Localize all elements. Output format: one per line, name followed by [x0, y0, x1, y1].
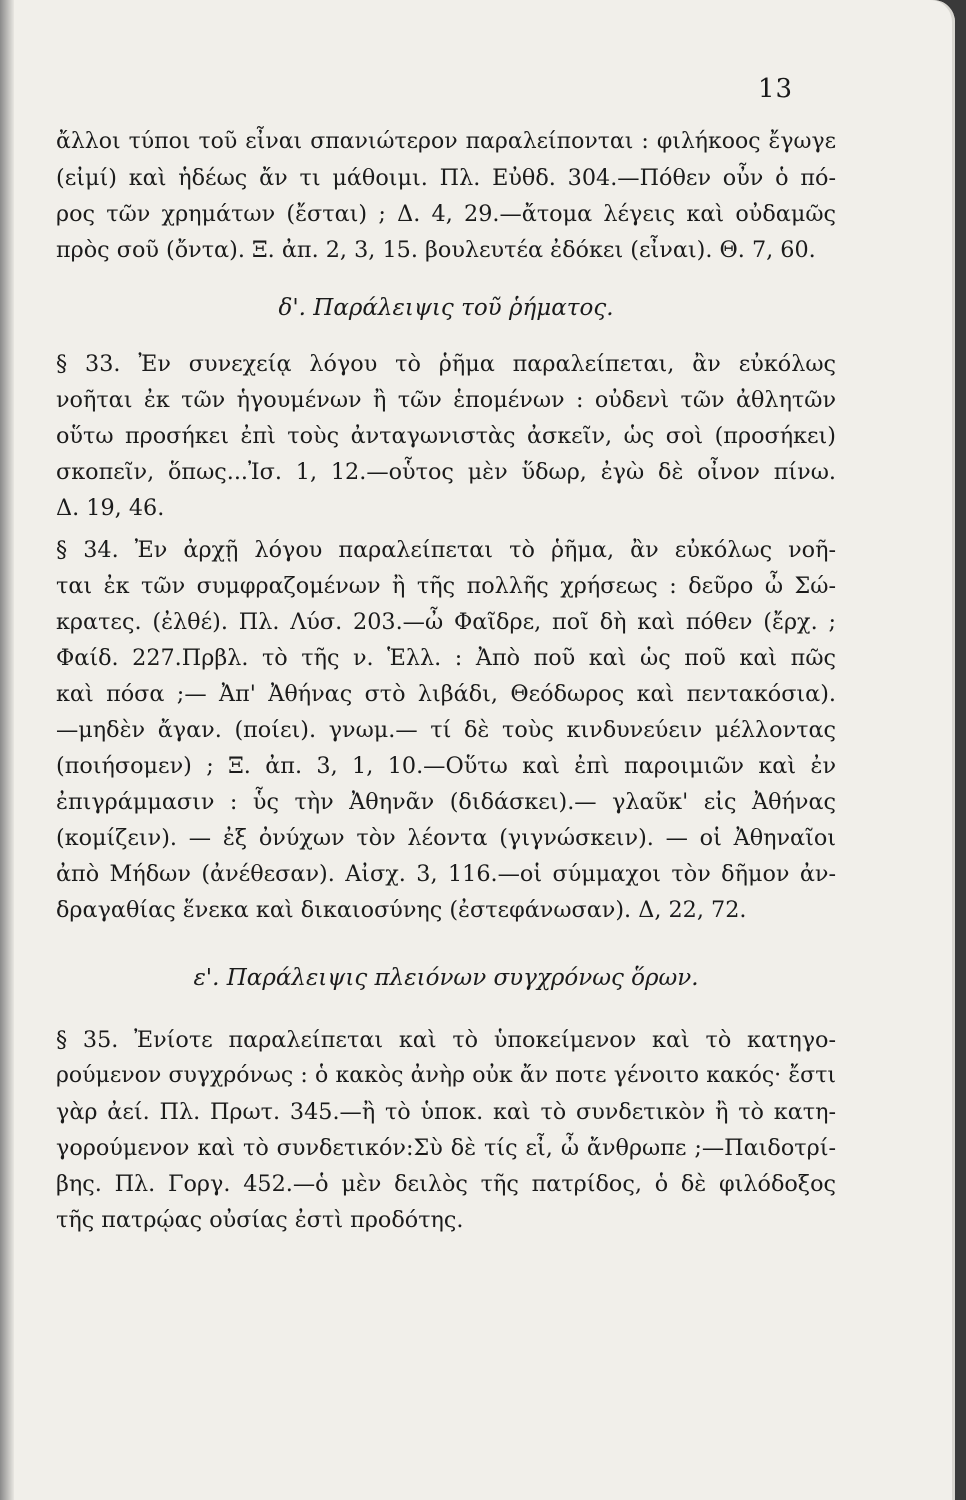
paragraph-section-33 [56, 346, 836, 526]
text-line: τῆς πατρῴας οὐσίας ἐστὶ προδότης. [56, 1207, 464, 1233]
text-line: ται ἐκ τῶν συμφραζομένων ἢ τῆς πολλῆς χρήσεως : δεῦρο ὦ Σώ- [56, 573, 836, 599]
text-line: (ποιήσομεν) ; Ξ. ἀπ. 3, 1, 10.—Οὕτω καὶ ἐπὶ παροιμιῶν καὶ ἐν [56, 753, 836, 779]
text-line: καὶ πόσα ;— Ἀπ' Ἀθήνας στὸ λιβάδι, Θεόδωρος καὶ πεντακόσια). [56, 681, 836, 707]
text-line: (κομίζειν). — ἐξ ὀνύχων τὸν λέοντα (γιγνώσκειν). — οἱ Ἀθηναῖοι [56, 825, 836, 851]
text-line: οὕτω προσήκει ἐπὶ τοὺς ἀνταγωνιστὰς ἀσκεῖν, ὡς σοὶ (προσήκει) [56, 423, 836, 449]
text-line: πρὸς σοῦ (ὄντα). Ξ. ἀπ. 2, 3, 15. βουλευτέα ἐδόκει (εἶναι). Θ. 7, 60. [56, 237, 816, 263]
page-number: 13 [758, 74, 794, 104]
text-line: ρούμενον συγχρόνως : ὁ κακὸς ἀνὴρ οὐκ ἄν ποτε γένοιτο κακός· ἔστι [56, 1063, 836, 1088]
text-line: γορούμενον καὶ τὸ συνδετικόν:Σὺ δὲ τίς εἶ, ὦ ἄνθρωπε ;—Παιδοτρί- [56, 1135, 836, 1161]
page-content [56, 124, 836, 1238]
paragraph-intro [56, 124, 836, 268]
text-line: δραγαθίας ἕνεκα καὶ δικαιοσύνης (ἐστεφάνωσαν). Δ, 22, 72. [56, 897, 747, 923]
text-line: ρος τῶν χρημάτων (ἔσται) ; Δ. 4, 29.—ἄτομα λέγεις καὶ οὐδαμῶς [56, 201, 836, 227]
section-heading-epsilon: ε'. Παράλειψις πλειόνων συγχρόνως ὅρων. [193, 965, 699, 991]
text-line: ἀπὸ Μήδων (ἀνέθεσαν). Αἰσχ. 3, 116.—οἱ σύμμαχοι τὸν δῆμον ἀν- [56, 861, 836, 887]
text-line: —μηδὲν ἄγαν. (ποίει). γνωμ.— τί δὲ τοὺς κινδυνεύειν μέλλοντας [56, 717, 836, 743]
text-line: § 34. Ἐν ἀρχῇ λόγου παραλείπεται τὸ ῥῆμα, ἂν εὐκόλως νοῆ- [56, 537, 836, 563]
text-line: ἄλλοι τύποι τοῦ εἶναι σπανιώτερον παραλείπονται : φιλήκοος ἔγωγε [56, 129, 836, 154]
text-line: ἐπιγράμμασιν : ὗς τὴν Ἀθηνᾶν (διδάσκει).— γλαῦκ' εἰς Ἀθήνας [56, 789, 836, 815]
text-line: σκοπεῖν, ὅπως...Ἰσ. 1, 12.—οὗτος μὲν ὕδωρ, ἐγὼ δὲ οἶνον πίνω. [56, 459, 836, 485]
text-line: γὰρ ἀεί. Πλ. Πρωτ. 345.—ἢ τὸ ὑποκ. καὶ τὸ συνδετικὸν ἢ τὸ κατη- [56, 1099, 836, 1125]
paragraph-section-34 [56, 532, 836, 928]
text-line: νοῆται ἐκ τῶν ἡγουμένων ἢ τῶν ἑπομένων : οὐδενὶ τῶν ἀθλητῶν [56, 387, 836, 413]
text-line: (εἰμί) καὶ ἡδέως ἄν τι μάθοιμι. Πλ. Εὐθδ. 304.—Πόθεν οὖν ὁ πό- [56, 165, 836, 191]
section-heading-delta: δ'. Παράλειψις τοῦ ῥήματος. [278, 295, 614, 321]
paragraph-section-35 [56, 1022, 836, 1238]
text-line: Δ. 19, 46. [56, 495, 165, 521]
text-line: § 33. Ἐν συνεχείᾳ λόγου τὸ ῥῆμα παραλείπεται, ἂν εὐκόλως [56, 351, 836, 377]
text-line: Φαίδ. 227.Πρβλ. τὸ τῆς ν. Ἑλλ. : Ἀπὸ ποῦ καὶ ὡς ποῦ καὶ πῶς [56, 645, 836, 671]
text-line: § 35. Ἐνίοτε παραλείπεται καὶ τὸ ὑποκείμενον καὶ τὸ κατηγο- [56, 1027, 836, 1053]
text-line: βης. Πλ. Γοργ. 452.—ὁ μὲν δειλὸς τῆς πατρίδος, ὁ δὲ φιλόδοξος [56, 1171, 836, 1197]
text-line: κρατες. (ἐλθέ). Πλ. Λύσ. 203.—ὦ Φαῖδρε, ποῖ δὴ καὶ πόθεν (ἔρχ. ; [56, 609, 836, 635]
